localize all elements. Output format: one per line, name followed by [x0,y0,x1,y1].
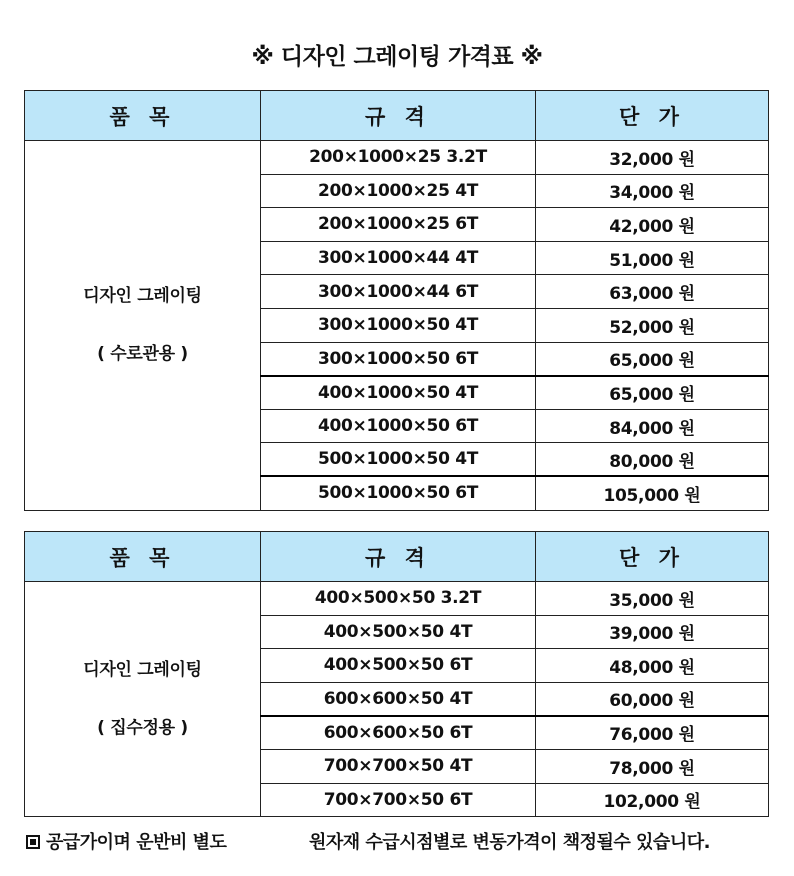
header-price: 단 가 [536,91,769,141]
spec-cell: 700×700×50 4T [261,749,536,783]
spec-cell: 300×1000×44 6T [261,275,536,309]
spec-cell: 500×1000×50 6T [261,476,536,510]
spec-cell: 200×1000×25 3.2T [261,141,536,175]
table-row [25,141,769,175]
square-bullet-icon [26,835,40,849]
price-cell: 78,000 원 [536,749,769,783]
spec-cell: 300×1000×50 6T [261,342,536,376]
price-cell: 65,000 원 [536,342,769,376]
spec-cell: 200×1000×25 6T [261,208,536,242]
price-cell: 60,000 원 [536,682,769,716]
item-cell [25,141,261,511]
table-header-row [25,532,769,582]
price-table-catch-basin [24,531,769,817]
price-cell: 105,000 원 [536,476,769,510]
price-cell: 80,000 원 [536,443,769,477]
item-cell [25,582,261,817]
note-shipping-text: 공급가이며 운반비 별도 [46,832,227,853]
spec-cell: 500×1000×50 4T [261,443,536,477]
header-item: 품 목 [25,91,261,141]
table-row [25,582,769,616]
header-spec: 규 격 [261,91,536,141]
price-cell: 32,000 원 [536,141,769,175]
item-use: ( 집수정용 ) [97,718,188,739]
price-cell: 102,000 원 [536,783,769,817]
price-cell: 34,000 원 [536,174,769,208]
price-cell: 39,000 원 [536,615,769,649]
spec-cell: 400×1000×50 4T [261,376,536,410]
spec-cell: 400×500×50 6T [261,649,536,683]
price-cell: 42,000 원 [536,208,769,242]
header-item: 품 목 [25,532,261,582]
price-cell: 35,000 원 [536,582,769,616]
spec-cell: 600×600×50 6T [261,716,536,750]
price-table-drain [24,90,769,511]
price-cell: 48,000 원 [536,649,769,683]
price-cell: 52,000 원 [536,308,769,342]
price-cell: 65,000 원 [536,376,769,410]
price-cell: 84,000 원 [536,409,769,443]
header-price: 단 가 [536,532,769,582]
price-cell: 63,000 원 [536,275,769,309]
spec-cell: 300×1000×50 4T [261,308,536,342]
spec-cell: 400×1000×50 6T [261,409,536,443]
table-header-row [25,91,769,141]
spec-cell: 700×700×50 6T [261,783,536,817]
spec-cell: 200×1000×25 4T [261,174,536,208]
note-shipping [26,828,226,858]
item-name: 디자인 그레이팅 [83,286,202,307]
item-use: ( 수로관용 ) [97,344,188,365]
page-title: ※ 디자인 그레이팅 가격표 ※ [251,44,543,70]
item-name: 디자인 그레이팅 [83,660,202,681]
spec-cell: 600×600×50 4T [261,682,536,716]
note-price-change: 원자재 수급시점별로 변동가격이 책정될수 있습니다. [309,832,710,853]
price-cell: 76,000 원 [536,716,769,750]
price-cell: 51,000 원 [536,241,769,275]
spec-cell: 400×500×50 4T [261,615,536,649]
spec-cell: 300×1000×44 4T [261,241,536,275]
spec-cell: 400×500×50 3.2T [261,582,536,616]
header-spec: 규 격 [261,532,536,582]
